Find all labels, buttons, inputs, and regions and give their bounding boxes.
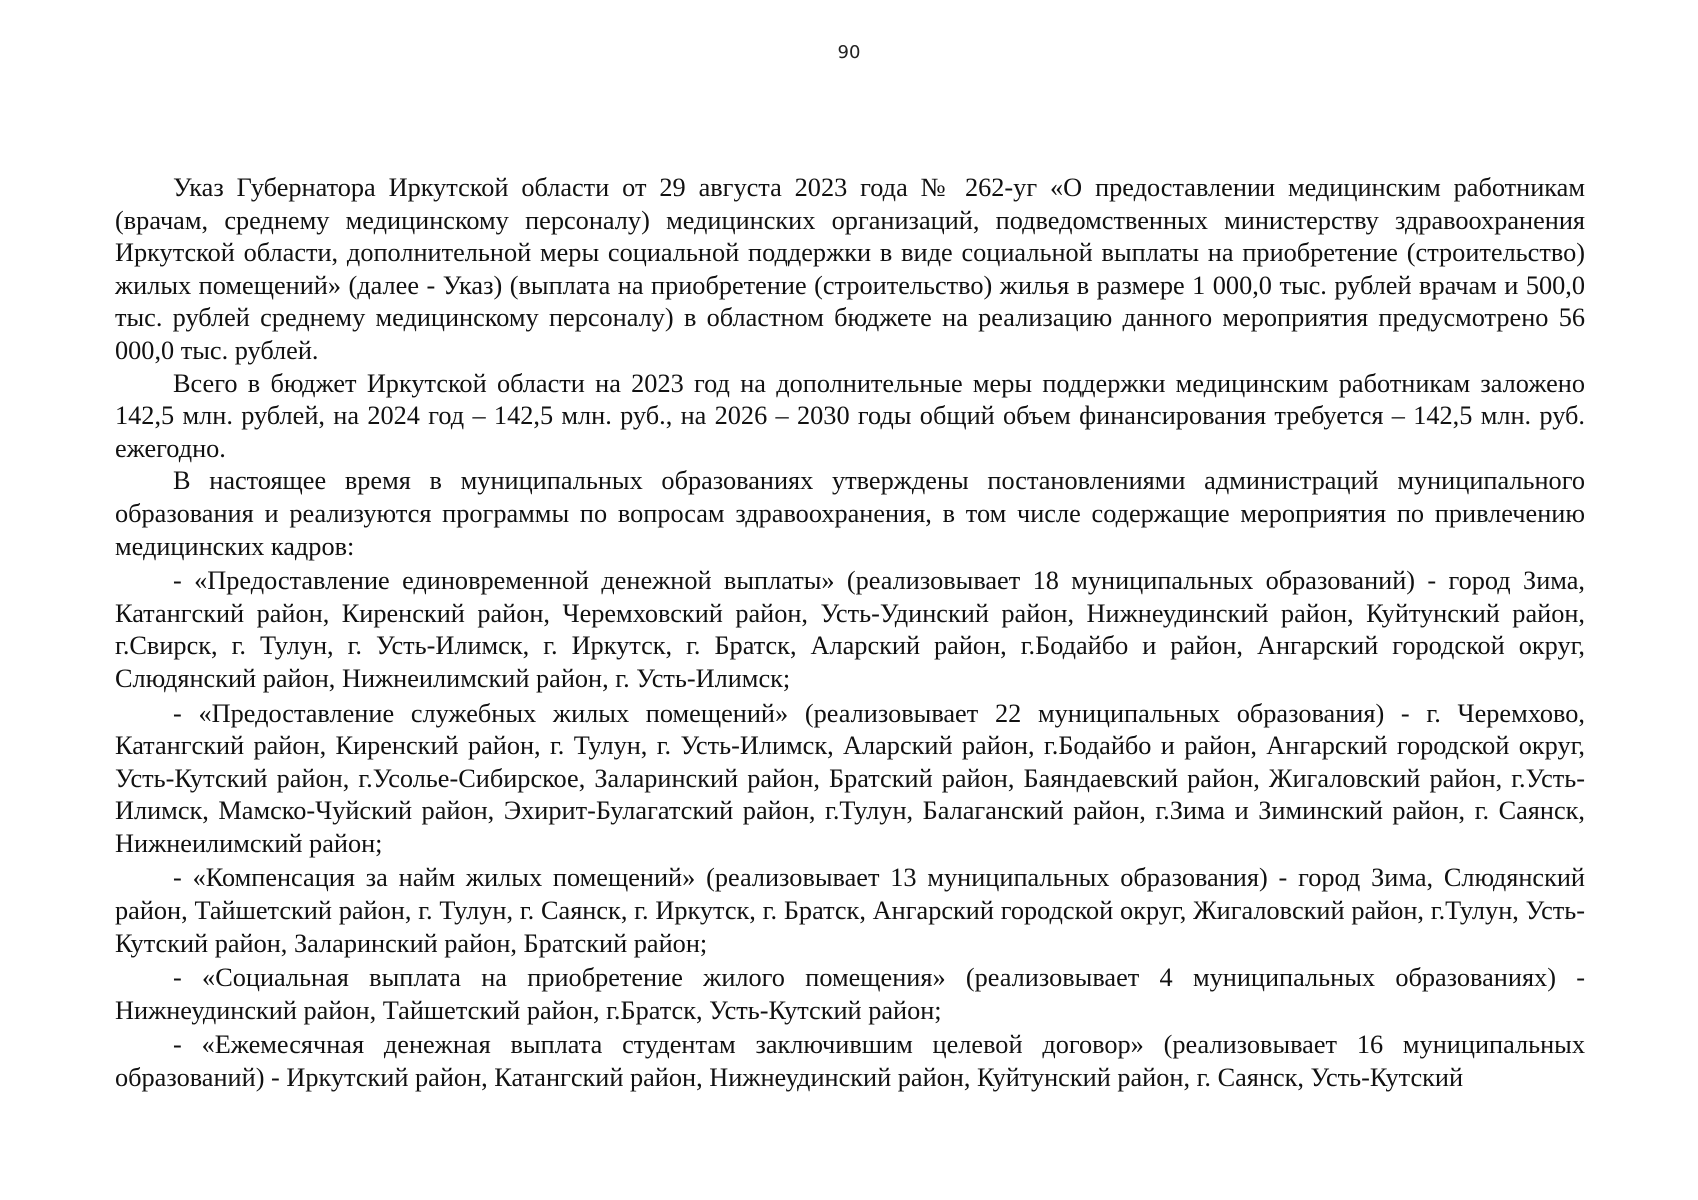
paragraph-budget: Всего в бюджет Иркутской области на 2023 год на дополнительные меры поддержки медицинским работникам заложено 142,5 млн. рублей, на 2024 год – 142,5 млн. руб., на 2026 – 2030 годы общий объем финансирования требуется – 142,5 млн. руб. ежегодно.	[115, 368, 1585, 463]
list-item-student-monthly-payment: - «Ежемесячная денежная выплата студентам заключившим целевой договор» (реализовывает 16 муниципальных образований) - Иркутский район, Катангский район, Нижнеудинский район, Куйтунский район, г. Саянск, Усть-Кутский	[115, 1030, 1585, 1093]
list-item-service-housing: - «Предоставление служебных жилых помещений» (реализовывает 22 муниципальных образования) - г. Черемхово, Катангский район, Киренский район, г. Тулун, г. Усть-Илимск, Аларский район, г.Бодайбо и район, Ангарский городской округ, Усть-Кутский район, г.Усолье-Сибирское, Заларинский район, Братский район, Баяндаевский район, Жигаловский район, г.Усть-Илимск, Мамско-Чуйский район, Эхирит-Булагатский район, г.Тулун, Балаганский район, г.Зима и Зиминский район, г. Саянск, Нижнеилимский район;	[115, 698, 1585, 858]
list-item-rent-compensation: - «Компенсация за найм жилых помещений» (реализовывает 13 муниципальных образования) - город Зима, Слюдянский район, Тайшетский район, г. Тулун, г. Саянск, г. Иркутск, г. Братск, Ангарский городской округ, Жигаловский район, г.Тулун, Усть-Кутский район, Заларинский район, Братский район;	[115, 863, 1585, 958]
document-body	[115, 172, 1585, 1095]
paragraph-decree: Указ Губернатора Иркутской области от 29 августа 2023 года № 262-уг «О предоставлении медицинским работникам (врачам, среднему медицинскому персоналу) медицинских организаций, подведомственных министерству здравоохранения Иркутской области, дополнительной меры социальной поддержки в виде социальной выплаты на приобретение (строительство) жилых помещений» (далее - Указ) (выплата на приобретение (строительство) жилья в размере 1 000,0 тыс. рублей врачам и 500,0 тыс. рублей среднему медицинскому персоналу) в областном бюджете на реализацию данного мероприятия предусмотрено 56 000,0 тыс. рублей.	[115, 173, 1585, 365]
paragraph-programs-intro: В настоящее время в муниципальных образованиях утверждены постановлениями администраций муниципального образования и реализуются программы по вопросам здравоохранения, в том числе содержащие мероприятия по привлечению медицинских кадров:	[115, 466, 1585, 561]
list-item-lump-sum-payment: - «Предоставление единовременной денежной выплаты» (реализовывает 18 муниципальных образований) - город Зима, Катангский район, Киренский район, Черемховский район, Усть-Удинский район, Нижнеудинский район, Куйтунский район, г.Свирск, г. Тулун, г. Усть-Илимск, г. Иркутск, г. Братск, Аларский район, г.Бодайбо и район, Ангарский городской округ, Слюдянский район, Нижнеилимский район, г. Усть-Илимск;	[115, 566, 1585, 693]
list-item-housing-purchase-payment: - «Социальная выплата на приобретение жилого помещения» (реализовывает 4 муниципальных образованиях) - Нижнеудинский район, Тайшетский район, г.Братск, Усть-Кутский район;	[115, 963, 1585, 1025]
page-number: 90	[837, 42, 861, 63]
